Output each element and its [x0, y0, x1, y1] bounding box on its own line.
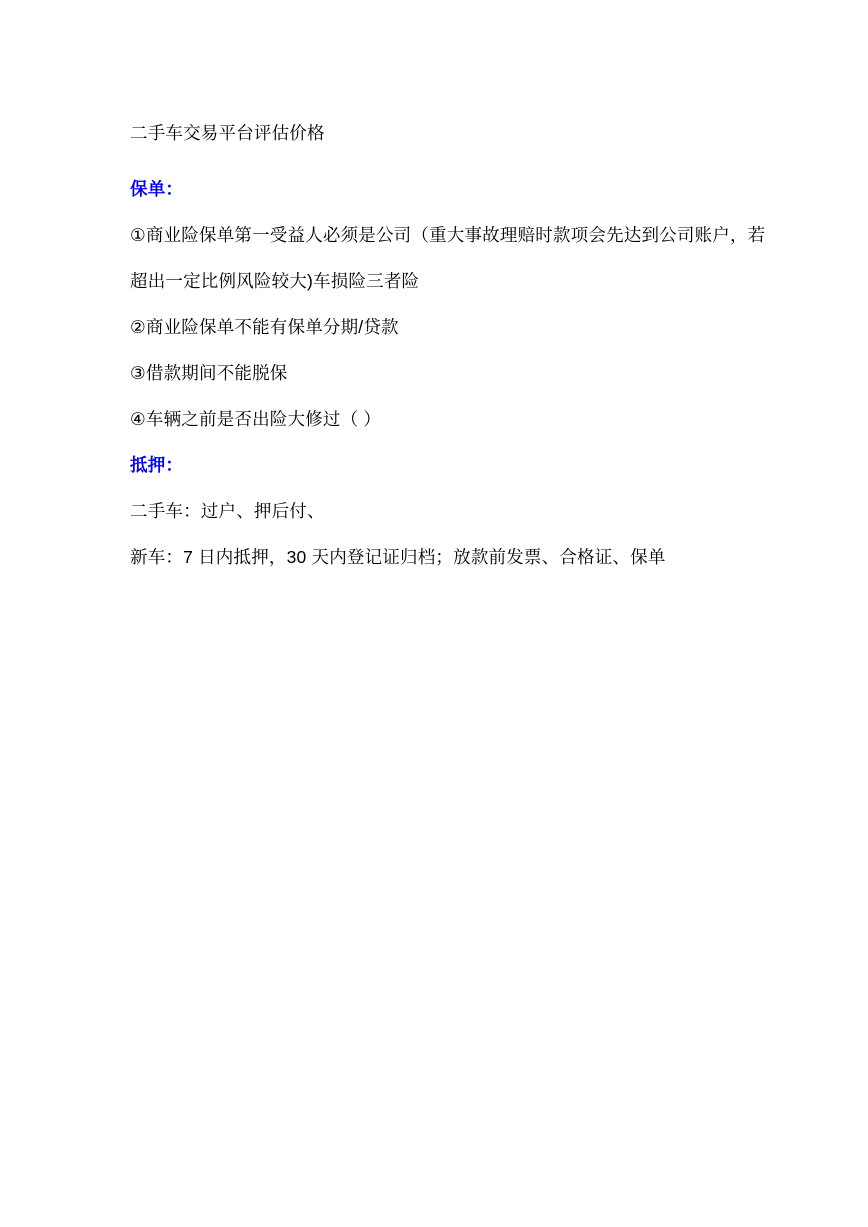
- section-diya-line-2: 新车：7 日内抵押，30 天内登记证归档；放款前发票、合格证、保单: [130, 547, 666, 567]
- section-diya-line-1: 二手车：过户、押后付、: [130, 501, 325, 521]
- section-baodan-item-2: ②商业险保单不能有保单分期/贷款: [130, 317, 399, 337]
- section-heading-diya: 抵押：: [130, 455, 184, 475]
- document-body: [130, 110, 770, 580]
- section-baodan-item-1: ①商业险保单第一受益人必须是公司（重大事故理赔时款项会先达到公司账户，若超出一定比例风险较大)车损险三者险: [130, 225, 766, 291]
- section-baodan-item-4: ④车辆之前是否出险大修过（ ）: [130, 409, 382, 429]
- document-title-line: 二手车交易平台评估价格: [130, 123, 325, 143]
- section-baodan-item-3: ③借款期间不能脱保: [130, 363, 288, 383]
- title-spacer: [130, 156, 770, 166]
- section-heading-baodan: 保单：: [130, 179, 184, 199]
